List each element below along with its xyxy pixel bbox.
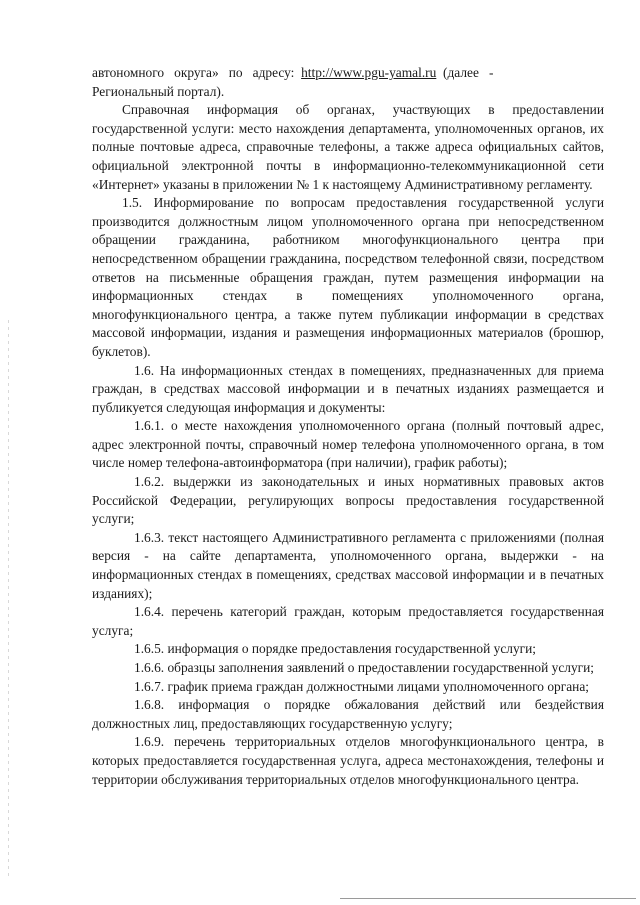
paragraph-1-6-9: 1.6.9. перечень территориальных отделов многофункционального центра, в которых предоставляется государственная услуга, адреса местонахождения, телефоны и территории обслуживания территориальных отделов многофункционального центра. xyxy=(92,734,604,787)
url-line-prefix: автономного округа» по адресу: xyxy=(92,65,302,80)
paragraph-1-6-2: 1.6.2. выдержки из законодательных и иных нормативных правовых актов Российской Федерации, регулирующих вопросы предоставления государственной услуги; xyxy=(92,474,604,527)
paragraph-1-6: 1.6. На информационных стендах в помещениях, предназначенных для приема граждан, в средствах массовой информации и в печатных изданиях размещается и публикуется следующая информация и документы: xyxy=(92,362,604,415)
paragraph-portal-end: Региональный портал). xyxy=(92,83,225,99)
paragraph-1-6-4: 1.6.4. перечень категорий граждан, которым предоставляется государственная услуга; xyxy=(92,604,604,638)
paragraph-1-6-7: 1.6.7. график приема граждан должностными лицами уполномоченного органа; xyxy=(134,678,590,694)
paragraph-1-6-6: 1.6.6. образцы заполнения заявлений о предоставлении государственной услуги; xyxy=(134,660,595,675)
paragraph-url-line xyxy=(92,64,604,83)
paragraph-reference-info: Справочная информация об органах, участвующих в предоставлении государственной услуги: место нахождения департамента, уполномоченных органов, их полные почтовые адреса, справочные телефоны, а также адреса официальных сайтов, официальной электронной почты в информационно-телекоммуникационной сети «Интернет» указаны в приложении № 1 к настоящему Административному регламенту. xyxy=(92,102,604,192)
paragraph-1-6-8: 1.6.8. информация о порядке обжалования действий или бездействия должностных лиц, предоставляющих государственную услугу; xyxy=(92,697,604,731)
scan-edge-left xyxy=(8,320,9,880)
paragraph-1-6-1: 1.6.1. о месте нахождения уполномоченного органа (полный почтовый адрес, адрес электронной почты, справочный номер телефона уполномоченного органа, в том числе номер телефона-автоинформатора (при наличии), график работы); xyxy=(92,418,604,471)
paragraph-1-6-5: 1.6.5. информация о порядке предоставления государственной услуги; xyxy=(134,641,537,657)
scan-edge-bottom xyxy=(340,898,636,899)
url-line-suffix: (далее - xyxy=(436,65,494,80)
paragraph-1-5: 1.5. Информирование по вопросам предоставления государственной услуги производится должностным лицом уполномоченного органа при непосредственном обращении гражданина, работником многофункционального центра при непосредственном обращении гражданина, посредством телефонной связи, посредством ответов на письменные обращения граждан, путем размещения информации на информационных стендах в помещениях уполномоченного органа, многофункционального центра, а также путем публикации информации в средствах массовой информации, издания и размещения информационных материалов (брошюр, буклетов). xyxy=(92,195,604,359)
portal-link[interactable]: http://www.pgu-yamal.ru xyxy=(301,65,437,80)
paragraph-1-6-3: 1.6.3. текст настоящего Административного регламента с приложениями (полная версия - на сайте департамента, уполномоченного органа, выдержки - на информационных стендах в помещениях, средствах массовой информации и в печатных изданиях); xyxy=(92,529,604,601)
